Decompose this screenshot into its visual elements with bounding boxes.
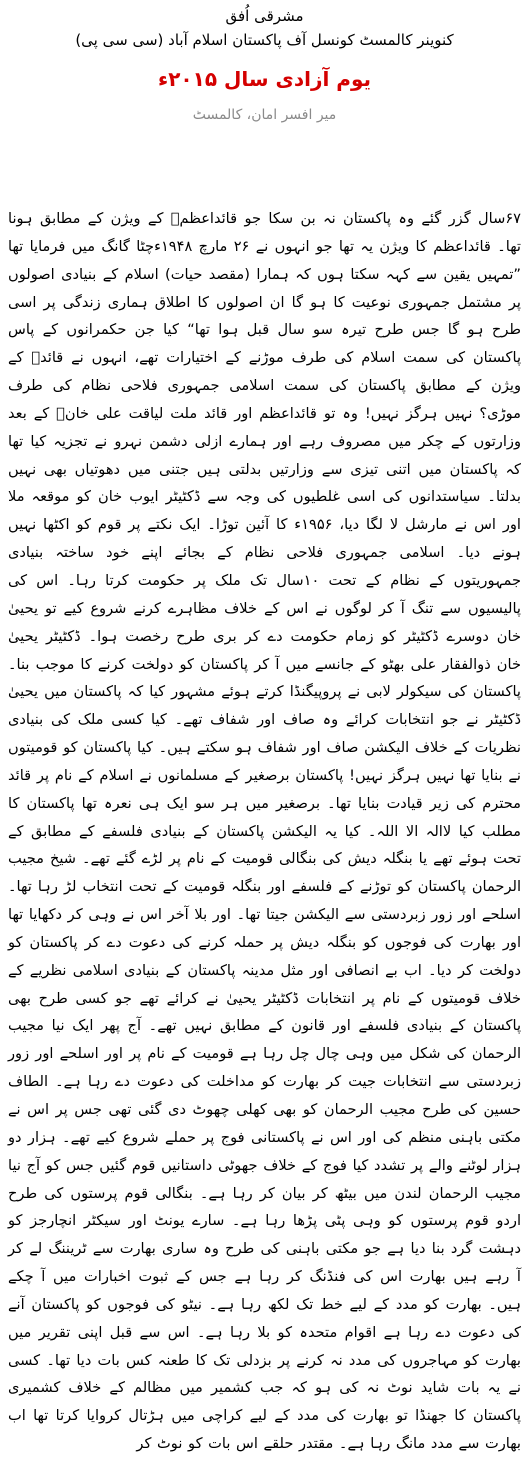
article-title: یوم آزادی سال ۲۰۱۵ء — [157, 67, 371, 91]
article-paragraph: ۶۷سال گزر گئے وہ پاکستان نہ بن سکا جو قائداعظمؒ کے ویژن کے مطابق ہونا تھا۔ قائداعظم کا ویژن یہ تھا جو انہوں نے ۲۶ مارچ ۱۹۴۸ءچٹا گانگ میں فرمایا تھا ”تمہیں یقین سے کہہ سکتا ہوں کہ ہمارا (مقصد حیات) اسلام کے بنیادی اصولوں پر مشتمل جمہوری نوعیت کا ہو گا ان اصولوں کا اطلاق ہماری زندگی پر اسی طرح ہو گا جس طرح تیرہ سو سال قبل ہوا تھا“ کیا جن حکمرانوں کے پاس پاکستان کی سمت اسلام کی طرف موڑنے کے اختیارات تھے، انہوں نے قائدؒ کے ویژن کے مطابق پاکستان کی سمت اسلامی جمہوری فلاحی نظام کی طرف موڑی؟ نہیں ہرگز نہیں! وہ تو قائداعظم اور قائد ملت لیاقت علی خانؒ کے بعد وزارتوں کے چکر میں مصروف رہے اور ہمارے ازلی دشمن نہرو نے تجزیہ کیا تھا کہ پاکستان میں اتنی تیزی سے وزارتیں بدلتی ہیں جتنی میں دھوتیاں بھی نہیں بدلتا۔ سیاستدانوں کی اسی غلطیوں کی وجہ سے ڈکٹیٹر ایوب خان کو موقعہ ملا اور اس نے مارشل لا لگا دیا، ۱۹۵۶ء کا آئین توڑا۔ ایک نکتے پر قوم کو اکٹھا نہیں ہونے دیا۔ اسلامی جمہوری فلاحی نظام کے بجائے اپنے خود ساختہ بنیادی جمہوریتوں کے نظام کے تحت ۱۰سال تک ملک پر حکومت کرتا رہا۔ اس کی پالیسیوں سے تنگ آ کر لوگوں نے اس کے خلاف مظاہرے کرنے شروع کیے تو یحییٰ خان دوسرے ڈکٹیٹر کو زمام حکومت دے کر بری طرح رخصت ہوا۔ ڈکٹیٹر یحییٰ خان ذوالفقار علی بھٹو کے جانسے میں آ کر پاکستان کو دولخت کرنے کا موجب بنا۔ پاکستان کی سیکولر لابی نے پروپیگنڈا کرتے ہوئے مشہور کیا کہ پاکستان میں یحییٰ ڈکٹیٹر نے جو انتخابات کرائے وہ صاف اور شفاف تھے۔ کیا کسی ملک کی بنیادی نظریات کے خلاف الیکشن صاف اور شفاف ہو سکتے ہیں۔ کیا پاکستان کو قومیتوں نے بنایا تھا نہیں ہرگز نہیں! پاکستان برصغیر کے مسلمانوں نے اسلام کے نام پر قائد محترم کی زیر قیادت بنایا تھا۔ برصغیر میں ہر سو ایک ہی نعرہ تھا پاکستان کا مطلب کیا لاالہ الا اللہ۔ کیا یہ الیکشن پاکستان کے بنیادی فلسفے کے مطابق کے تحت ہوئے تھے یا بنگلہ دیش کی بنگالی قومیت کے نام پر لڑے گئے تھے۔ شیخ مجیب الرحمان پاکستان کو توڑنے کے فلسفے اور بنگلہ قومیت کے تحت انتخاب لڑ رہا تھا۔ اسلحے اور زور زبردستی سے الیکشن جیتا تھا۔ اور بلا آخر اس نے وہی کر دکھایا تھا اور بھارت کی فوجوں کو بنگلہ دیش پر حملہ کرنے کی دعوت دے کر پاکستان کو دولخت کر دیا۔ اب بے انصافی اور مثل مدینہ پاکستان کے بنیادی اسلامی نظریے کے خلاف قومیتوں کے نام پر انتخابات ڈکٹیٹر یحییٰ نے کرائے تھے جو کسی طرح بھی پاکستان کے بنیادی فلسفے اور قانون کے مطابق نہیں تھے۔ آج پھر ایک نیا مجیب الرحمان کی شکل میں وہی چال چل رہا ہے قومیت کے نام پر اور اسلحے اور زور زبردستی سے انتخابات جیت کر بھارت کو مداخلت کی دعوت دے رہا ہے۔ الطاف حسین کی طرح مجیب الرحمان کو بھی کھلی چھوٹ دی گئی تھی جس پر اس نے مکتی باہنی منظم کی اور اس نے پاکستانی فوج پر حملے شروع کیے تھے۔ ہزار دو ہزار لوٹنے والے پر تشدد کیا فوج کے خلاف جھوٹی داستانیں قوم گئیں جس کو آج نیا مجیب الرحمان لندن میں بیٹھ کر بیان کر رہا ہے۔ بنگالی قوم پرستوں کی طرح اردو قوم پرستوں کو وہی پٹی پڑھا رہا ہے۔ سارے یونٹ اور سیکٹر انچارجز کو دہشت گرد بنا دیا ہے جو مکتی باہنی کی طرح وہ ساری بھارت سے ٹریننگ لے کر آ رہے ہیں بھارت اس کی فنڈنگ کر رہا ہے جس کے ثبوت اخبارات میں آ چکے ہیں۔ بھارت کو مدد کے لیے خط تک لکھ رہا ہے۔ نیٹو کی فوجوں کو پاکستان آنے کی دعوت دے رہا ہے اقوام متحدہ کو بلا رہا ہے۔ اس سے قبل اپنی تقریر میں بھارت کو مہاجروں کی مدد نہ کرنے پر بزدلی تک کا طعنہ کس بات دیا تھا۔ کسی نے یہ بات شاید نوٹ نہ کی ہو کہ جب کشمیر میں مظالم کے خلاف کشمیری پاکستان کا جھنڈا تو بھارت کی مدد کے لیے کراچی میں ہڑتال کروایا کرتا تھا اب بھارت سے مدد مانگ رہا ہے۔ مقتدر حلقے اس بات کو نوٹ کر — [8, 210, 521, 1453]
column-name: مشرقی اُفق — [225, 7, 304, 25]
article-body — [8, 205, 521, 1458]
author-byline: میر افسر امان، کالمسٹ — [192, 107, 337, 123]
columnist-council-line: کنوینر کالمسٹ کونسل آف پاکستان اسلام آباد (سی سی پی) — [75, 31, 454, 49]
column-header — [0, 0, 529, 126]
